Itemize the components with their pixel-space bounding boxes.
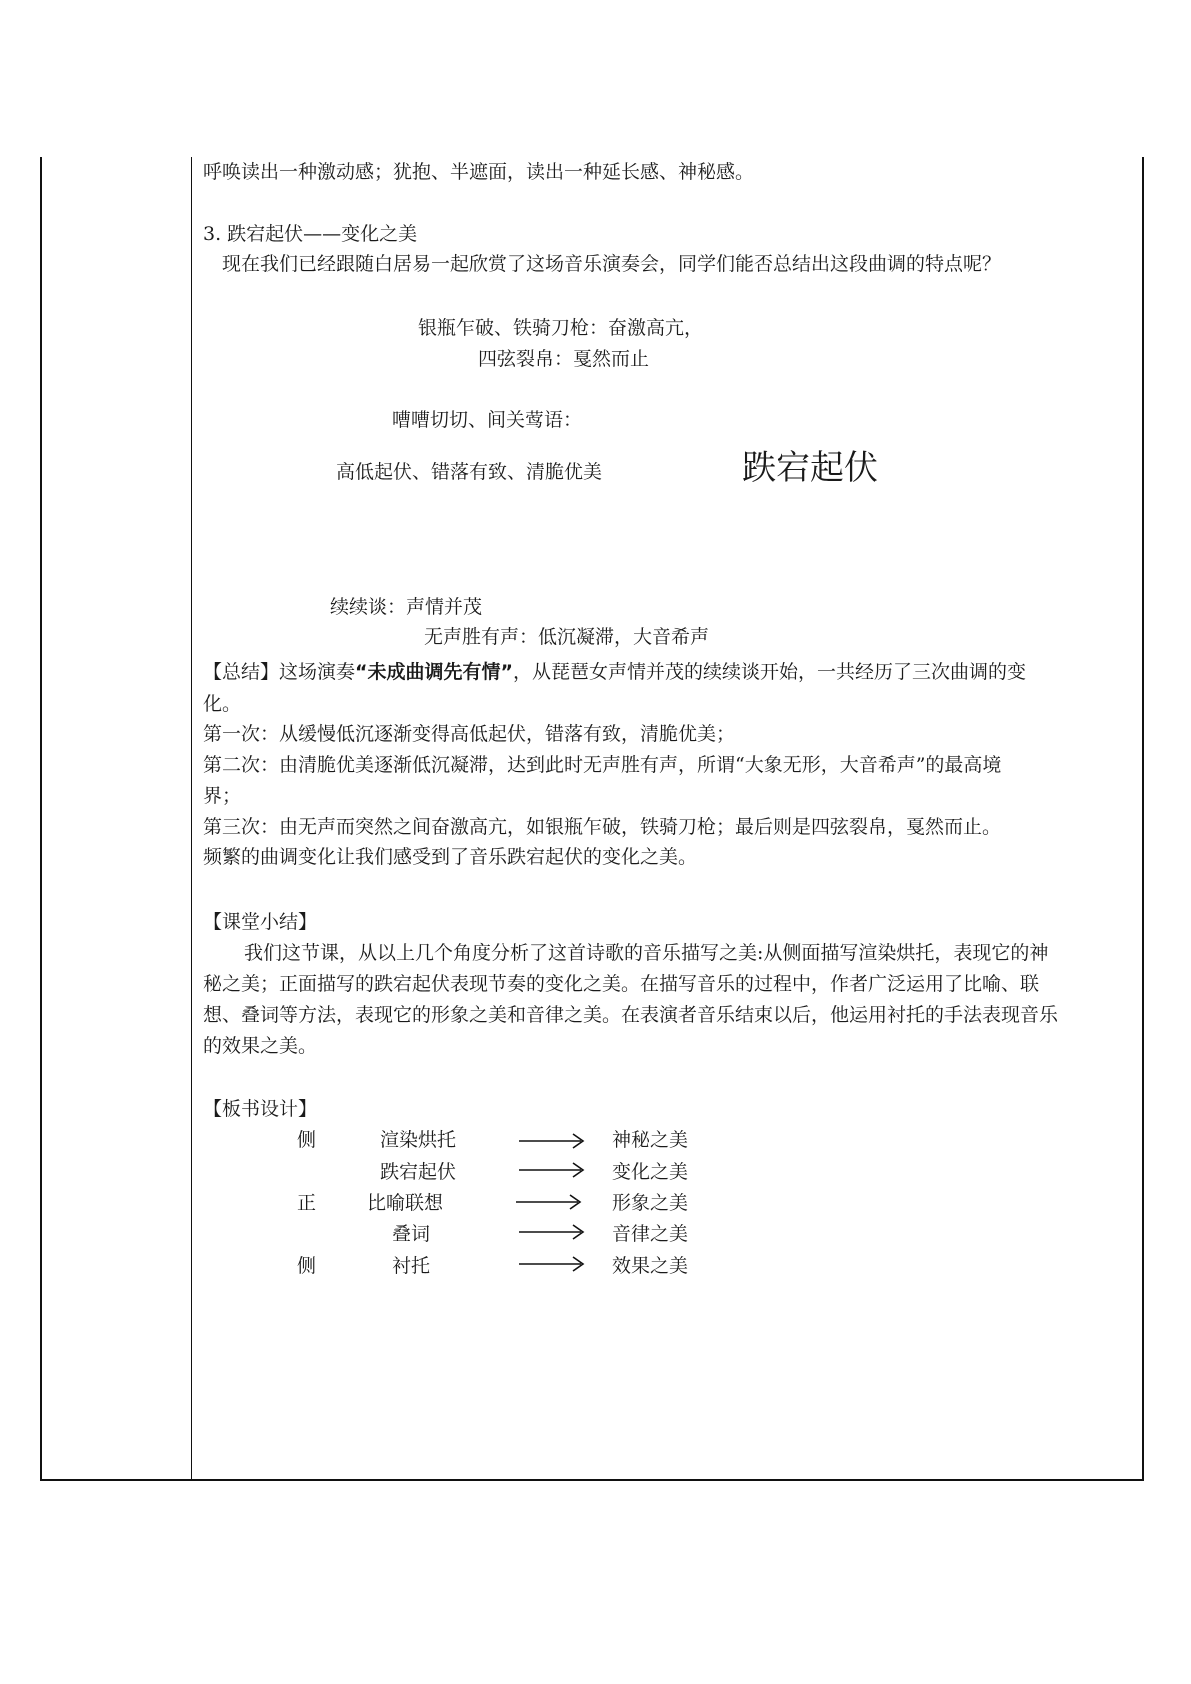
diagram-center-title: 跌宕起伏 — [742, 448, 878, 488]
arrow-right-icon — [517, 1254, 587, 1274]
class-summary-line-3: 想、叠词等方法，表现它的形象之美和音律之美。在表演者音乐结束以后，他运用衬托的手法表现音乐 — [203, 1004, 1059, 1026]
class-summary-heading: 【课堂小结】 — [203, 911, 318, 933]
board-method-5: 衬托 — [392, 1255, 431, 1277]
summary-line-2: 化。 — [203, 693, 242, 715]
summary-closing: 频繁的曲调变化让我们感受到了音乐跌宕起伏的变化之美。 — [203, 846, 698, 868]
summary-line-1 — [203, 660, 1026, 684]
board-side-1: 侧 — [297, 1129, 317, 1151]
diagram-line-1: 银瓶乍破、铁骑刀枪：奋激高亢， — [418, 317, 704, 339]
summary-quote: “未成曲调先有情” — [355, 661, 514, 683]
board-result-5: 效果之美 — [612, 1255, 689, 1277]
arrow-right-icon — [517, 1131, 587, 1151]
section-question: 现在我们已经跟随白居易一起欣赏了这场音乐演奏会，同学们能否总结出这段曲调的特点呢？ — [222, 253, 1002, 275]
class-summary-line-1: 我们这节课，从以上几个角度分析了这首诗歌的音乐描写之美:从侧面描写渲染烘托，表现它的神 — [244, 942, 1049, 964]
arrow-right-icon — [517, 1160, 587, 1180]
diagram-line-4: 高低起伏、错落有致、清脆优美 — [336, 461, 603, 483]
summary-label: 【总结】 — [203, 661, 280, 683]
board-result-3: 形象之美 — [612, 1192, 689, 1214]
board-side-3: 正 — [297, 1192, 317, 1214]
board-method-4: 叠词 — [392, 1223, 431, 1245]
board-method-1: 渲染烘托 — [380, 1129, 457, 1151]
board-method-3: 比喻联想 — [367, 1192, 444, 1214]
class-summary-line-2: 秘之美；正面描写的跌宕起伏表现节奏的变化之美。在描写音乐的过程中，作者广泛运用了比喻、联 — [203, 973, 1040, 995]
diagram-line-3: 嘈嘈切切、间关莺语： — [392, 409, 583, 431]
diagram-line-5: 续续谈：声情并茂 — [330, 596, 483, 618]
diagram-line-2: 四弦裂帛：戛然而止 — [478, 348, 650, 370]
arrow-right-icon — [514, 1192, 584, 1212]
board-result-1: 神秘之美 — [612, 1129, 689, 1151]
board-result-4: 音律之美 — [612, 1223, 689, 1245]
summary-second-b: 界； — [203, 785, 242, 807]
section-heading: 3. 跌宕起伏——变化之美 — [203, 223, 418, 245]
board-method-2: 跌宕起伏 — [380, 1161, 457, 1183]
arrow-right-icon — [517, 1222, 587, 1242]
intro-line: 呼唤读出一种激动感；犹抱、半遮面，读出一种延长感、神秘感。 — [203, 161, 755, 183]
board-heading: 【板书设计】 — [203, 1098, 318, 1120]
summary-text-b: ，从琵琶女声情并茂的续续谈开始，一共经历了三次曲调的变 — [513, 661, 1027, 683]
diagram-line-6: 无声胜有声：低沉凝滞，大音希声 — [424, 626, 710, 648]
summary-first: 第一次：从缓慢低沉逐渐变得高低起伏，错落有致，清脆优美； — [203, 723, 736, 745]
summary-second-a: 第二次：由清脆优美逐渐低沉凝滞，达到此时无声胜有声，所谓“大象无形，大音希声”的最高境 — [203, 754, 1002, 776]
column-divider — [191, 157, 192, 1481]
board-result-2: 变化之美 — [612, 1161, 689, 1183]
board-side-5: 侧 — [297, 1255, 317, 1277]
summary-third: 第三次：由无声而突然之间奋激高亢，如银瓶乍破，铁骑刀枪；最后则是四弦裂帛，戛然而止。 — [203, 816, 1002, 838]
summary-text-a: 这场演奏 — [279, 661, 356, 683]
class-summary-line-4: 的效果之美。 — [203, 1035, 318, 1057]
